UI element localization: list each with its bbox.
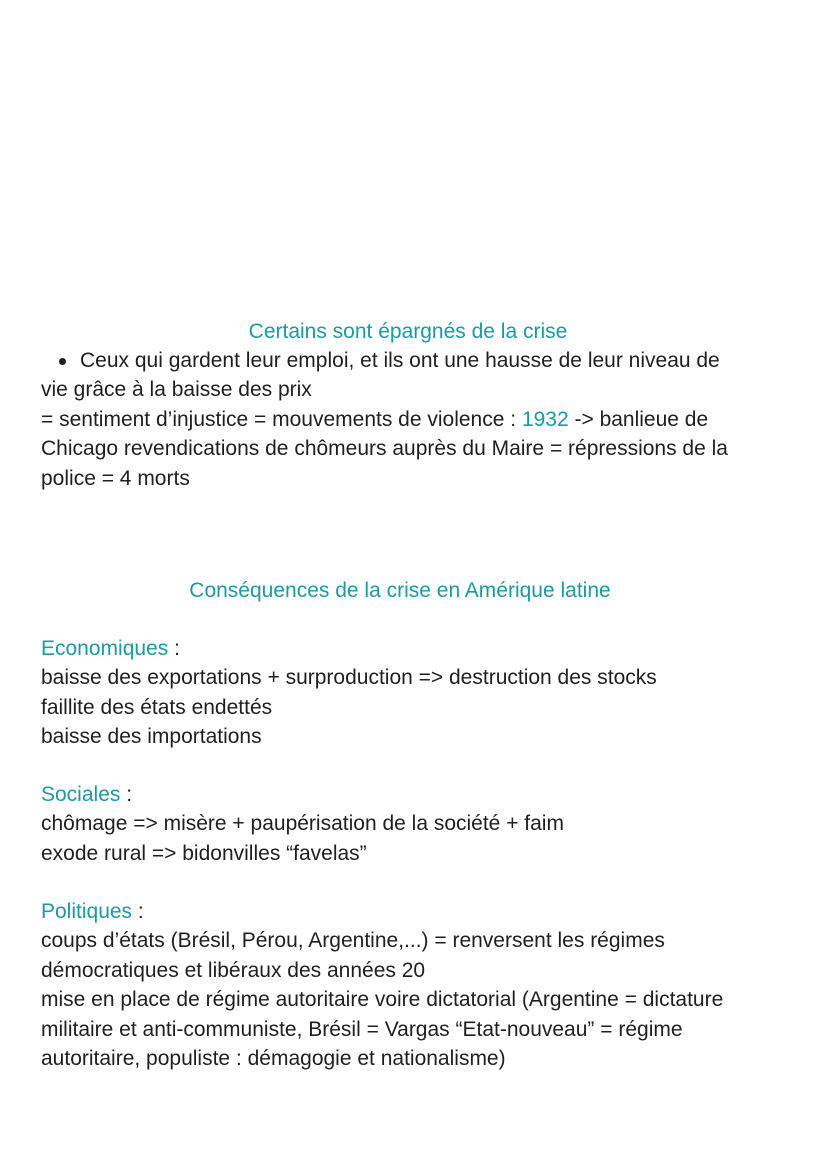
heading-colon: :: [120, 783, 133, 806]
section-title-spared: Certains sont épargnés de la crise: [248, 320, 568, 343]
heading-label: Economiques: [41, 637, 169, 660]
list-line: chômage => misère + paupérisation de la société + faim: [41, 812, 564, 836]
list-line: exode rural => bidonvilles “favelas”: [41, 841, 367, 865]
subsection-heading: [41, 897, 791, 926]
bullet-item: [41, 346, 791, 375]
list-line: baisse des importations: [41, 725, 262, 749]
list-line: faillite des états endettés: [41, 695, 273, 719]
section-title-latin-america: Conséquences de la crise en Amérique latine: [189, 579, 611, 602]
paragraph-line: [41, 405, 791, 434]
list-line: militaire et anti-communiste, Brésil = Vargas “Etat-nouveau” = régime: [41, 1017, 683, 1041]
heading-label: Sociales: [41, 783, 121, 806]
list-line: coups d’états (Brésil, Pérou, Argentine,...) = renversent les régimes: [41, 929, 665, 953]
list-line: démocratiques et libéraux des années 20: [41, 958, 426, 982]
subsection-politiques: [41, 897, 791, 1073]
section-spared-body: [41, 346, 791, 493]
heading-colon: :: [132, 900, 144, 923]
bullet-text-line2: vie grâce à la baisse des prix: [41, 378, 312, 402]
list-line: autoritaire, populiste : démagogie et nationalisme): [41, 1047, 506, 1071]
year-highlight: 1932: [521, 407, 569, 431]
text-segment: -> banlieue de: [568, 407, 709, 431]
bullet-icon: [59, 358, 66, 365]
subsection-heading: [41, 634, 791, 663]
list-line: baisse des exportations + surproduction => destruction des stocks: [41, 666, 657, 690]
subsection-economiques: [41, 634, 791, 752]
text-segment: = sentiment d’injustice = mouvements de violence :: [41, 407, 522, 431]
list-line: mise en place de régime autoritaire voire dictatorial (Argentine = dictature: [41, 988, 724, 1012]
subsection-sociales: [41, 780, 791, 868]
paragraph-line: Chicago revendications de chômeurs auprès du Maire = répressions de la: [41, 437, 728, 461]
bullet-text-line1: Ceux qui gardent leur emploi, et ils ont une hausse de leur niveau de: [80, 349, 720, 372]
heading-colon: :: [168, 637, 180, 660]
paragraph-line: police = 4 morts: [41, 466, 190, 490]
subsection-heading: [41, 780, 791, 809]
heading-label: Politiques: [41, 900, 133, 923]
